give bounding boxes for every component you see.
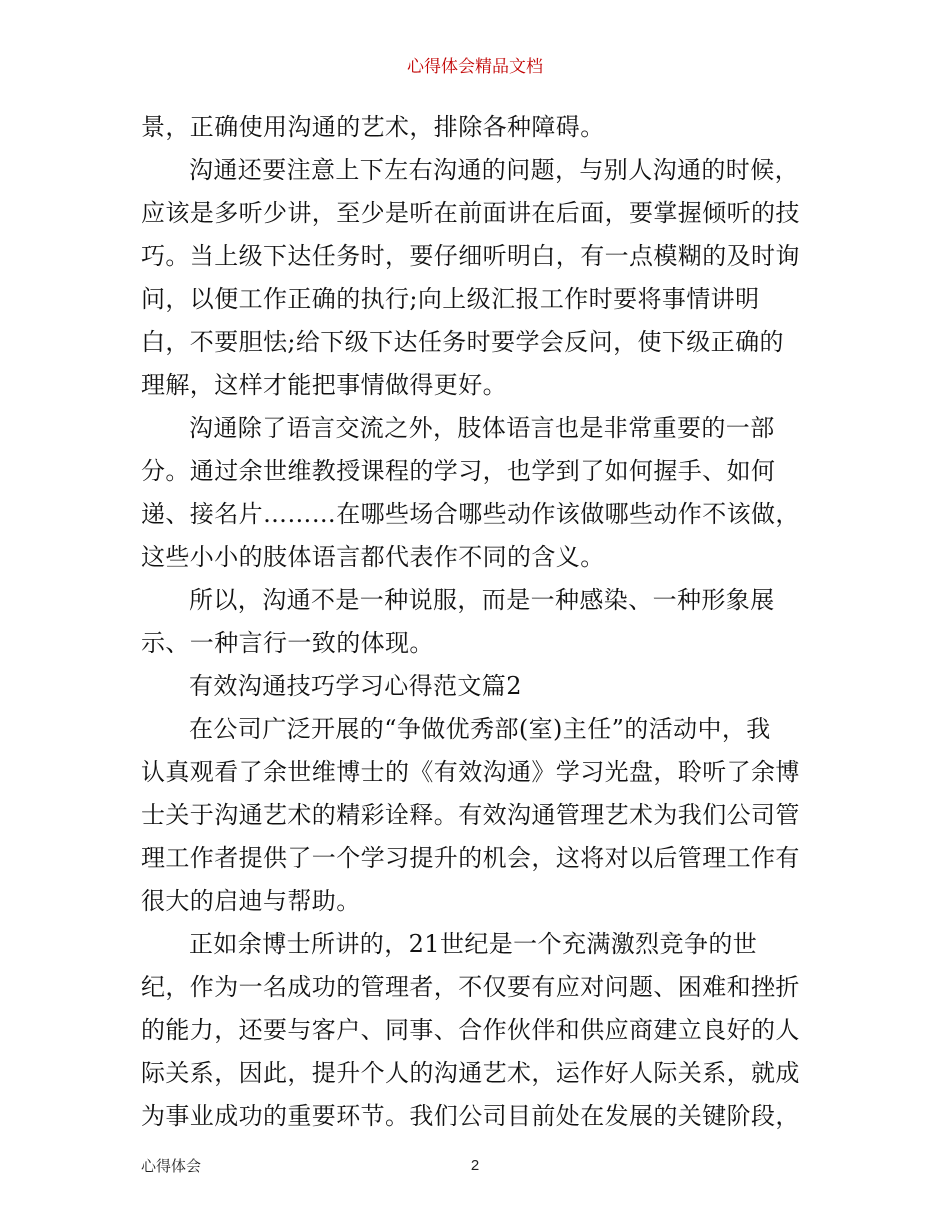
text-line: 沟通还要注意上下左右沟通的问题，与别人沟通的时候， (189, 156, 799, 184)
document-body (141, 106, 813, 1138)
text-line: 认真观看了余世维博士的《有效沟通》学习光盘，聆听了余博 (141, 758, 800, 786)
text-line: 际关系，因此，提升个人的沟通艺术，运作好人际关系，就成 (141, 1059, 800, 1087)
text-line: 递、接名片………在哪些场合哪些动作该做哪些动作不该做， (141, 500, 800, 528)
text-line: 在公司广泛开展的“争做优秀部(室)主任”的活动中，我 (189, 715, 771, 743)
page-header-title: 心得体会精品文档 (407, 57, 543, 77)
text-line: 纪，作为一名成功的管理者，不仅要有应对问题、困难和挫折 (141, 973, 800, 1001)
text-line: 示、一种言行一致的体现。 (141, 629, 434, 657)
text-line: 理解，这样才能把事情做得更好。 (141, 371, 507, 399)
text-line: 很大的启迪与帮助。 (141, 887, 361, 915)
text-line: 景，正确使用沟通的艺术，排除各种障碍。 (141, 113, 605, 141)
text-line: 正如余博士所讲的，21世纪是一个充满激烈竞争的世 (189, 930, 758, 958)
section-heading: 有效沟通技巧学习心得范文篇2 (189, 672, 522, 700)
text-line: 这些小小的肢体语言都代表作不同的含义。 (141, 543, 605, 571)
footer-label: 心得体会 (141, 1157, 202, 1175)
text-line: 所以，沟通不是一种说服，而是一种感染、一种形象展 (189, 586, 775, 614)
text-line: 沟通除了语言交流之外，肢体语言也是非常重要的一部 (189, 414, 775, 442)
text-line: 巧。当上级下达任务时，要仔细听明白，有一点模糊的及时询 (141, 242, 800, 270)
text-line: 的能力，还要与客户、同事、合作伙伴和供应商建立良好的人 (141, 1016, 800, 1044)
text-line: 白，不要胆怯;给下级下达任务时要学会反问，使下级正确的 (141, 328, 784, 356)
page-number: 2 (470, 1157, 480, 1174)
text-line: 士关于沟通艺术的精彩诠释。有效沟通管理艺术为我们公司管 (141, 801, 800, 829)
text-line: 问，以便工作正确的执行;向上级汇报工作时要将事情讲明 (141, 285, 760, 313)
text-line: 为事业成功的重要环节。我们公司目前处在发展的关键阶段， (141, 1102, 800, 1130)
text-line: 理工作者提供了一个学习提升的机会，这将对以后管理工作有 (141, 844, 800, 872)
text-line: 分。通过余世维教授课程的学习，也学到了如何握手、如何 (141, 457, 776, 485)
text-line: 应该是多听少讲，至少是听在前面讲在后面，要掌握倾听的技 (141, 199, 800, 227)
